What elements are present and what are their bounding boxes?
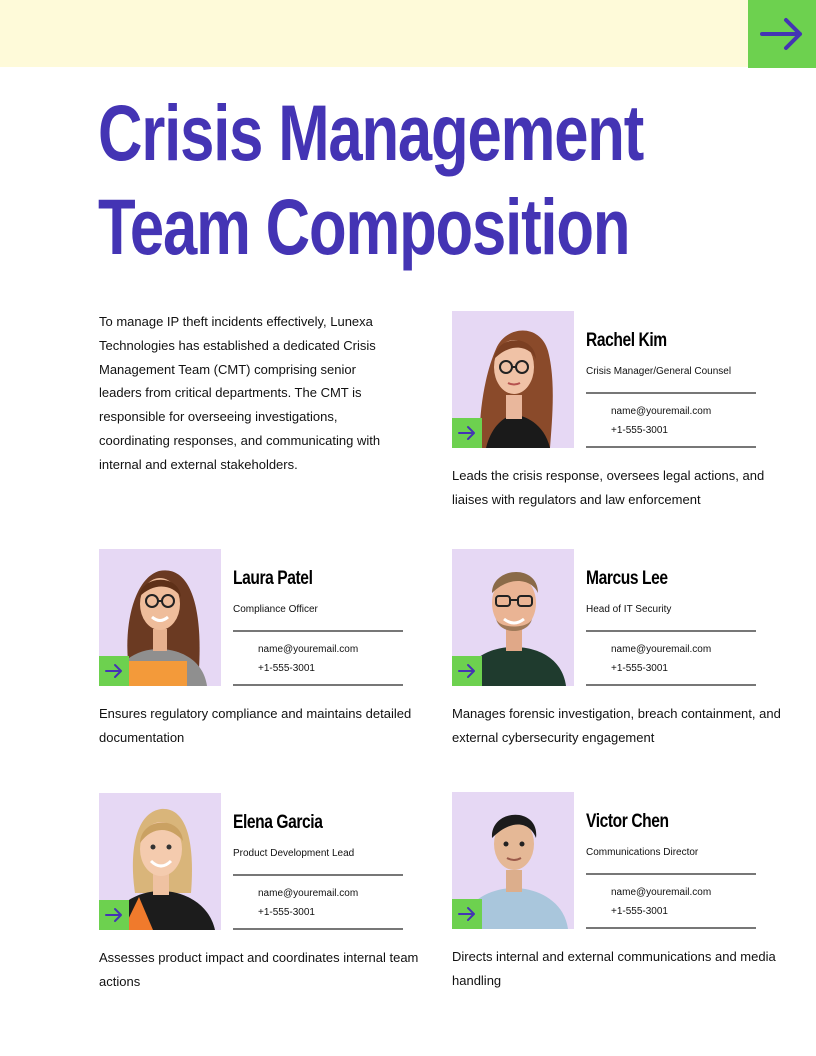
member-photo [452,792,574,929]
member-role: Compliance Officer [233,604,318,615]
arrow-right-icon [457,663,477,679]
next-page-button[interactable] [748,0,816,68]
member-description: Directs internal and external communications and media handling [452,949,776,988]
header-band [0,0,816,67]
member-photo [99,549,221,686]
member-photo [452,311,574,448]
member-email[interactable]: name@youremail.com [611,887,712,898]
arrow-right-icon [457,906,477,922]
member-description: Assesses product impact and coordinates internal team actions [99,950,419,989]
member-name: Elena Garcia [233,812,323,833]
divider [586,630,756,632]
member-role: Crisis Manager/General Counsel [586,366,732,377]
intro-paragraph: To manage IP theft incidents effectively, Lunexa Technologies has established a dedicated Crisis Management Team (CMT) comprising senior leaders from critical departments. The CMT is responsible for overseeing investigations, coordinating responses, and communicating with internal and external stakeholders. [99,314,381,472]
divider [233,684,403,686]
divider [233,630,403,632]
member-description: Leads the crisis response, oversees legal actions, and liaises with regulators and law enforcement [452,468,765,507]
divider [586,927,756,929]
member-name: Marcus Lee [586,568,668,589]
member-role: Head of IT Security [586,604,672,615]
member-phone[interactable]: +1-555-3001 [611,906,668,917]
member-link-button[interactable] [99,656,129,686]
member-phone[interactable]: +1-555-3001 [611,425,668,436]
member-link-button[interactable] [452,656,482,686]
member-name: Victor Chen [586,811,669,832]
member-link-button[interactable] [99,900,129,930]
divider [586,873,756,875]
arrow-right-icon [104,663,124,679]
page-title-line-1: Crisis Management [98,88,644,177]
member-link-button[interactable] [452,899,482,929]
member-phone[interactable]: +1-555-3001 [611,663,668,674]
member-photo [99,793,221,930]
member-link-button[interactable] [452,418,482,448]
member-phone[interactable]: +1-555-3001 [258,663,315,674]
member-name: Rachel Kim [586,330,667,351]
member-description: Ensures regulatory compliance and maintains detailed documentation [99,706,412,745]
member-photo [452,549,574,686]
arrow-right-icon [457,425,477,441]
member-role: Communications Director [586,847,699,858]
member-description: Manages forensic investigation, breach containment, and external cybersecurity engagement [452,706,781,745]
divider [586,392,756,394]
arrow-right-icon [104,907,124,923]
member-email[interactable]: name@youremail.com [258,888,359,899]
divider [233,874,403,876]
member-role: Product Development Lead [233,848,355,859]
arrow-right-icon [758,14,806,54]
member-phone[interactable]: +1-555-3001 [258,907,315,918]
divider [586,684,756,686]
member-email[interactable]: name@youremail.com [258,644,359,655]
divider [586,446,756,448]
member-email[interactable]: name@youremail.com [611,644,712,655]
divider [233,928,403,930]
page-title [98,86,644,274]
member-email[interactable]: name@youremail.com [611,406,712,417]
page-title-line-2: Team Composition [98,182,630,271]
member-name: Laura Patel [233,568,313,589]
